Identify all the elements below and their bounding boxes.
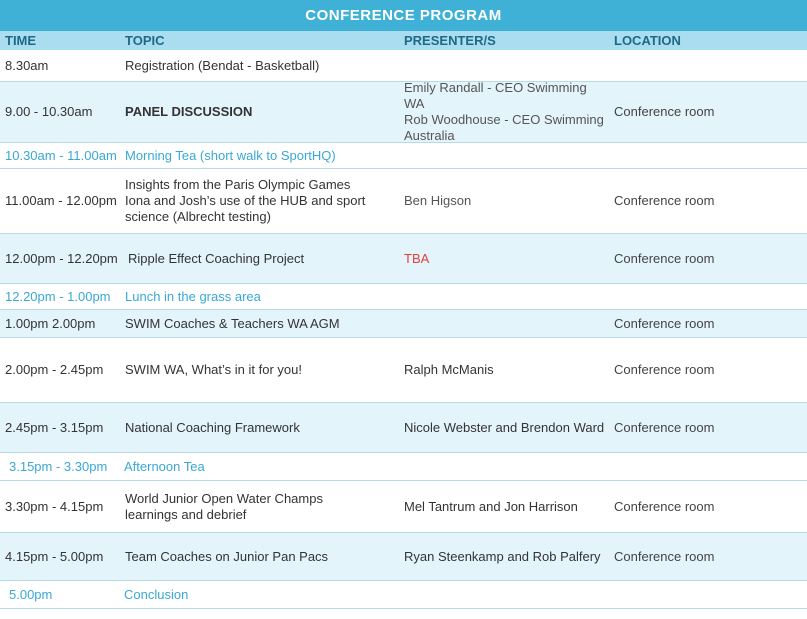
table-row xyxy=(0,310,807,338)
row-time: 2.00pm - 2.45pm xyxy=(5,362,104,377)
row-time: 11.00am - 12.00pm xyxy=(5,193,117,208)
row-presenter: Ben Higson xyxy=(404,193,472,208)
row-topic: PANEL DISCUSSION xyxy=(125,104,253,119)
table-row xyxy=(0,533,807,581)
table-row xyxy=(0,284,807,310)
row-topic: Team Coaches on Junior Pan Pacs xyxy=(125,548,329,564)
row-time: 9.00 - 10.30am xyxy=(5,104,93,119)
row-time: 12.00pm - 12.20pm xyxy=(5,250,118,266)
row-time: 4.15pm - 5.00pm xyxy=(5,548,104,564)
table-row xyxy=(0,453,807,481)
table-row xyxy=(0,481,807,533)
row-location: Conference room xyxy=(614,250,715,266)
row-presenter: Ralph McManis xyxy=(404,362,494,377)
row-location: Conference room xyxy=(614,193,715,208)
program-title: CONFERENCE PROGRAM xyxy=(0,0,807,31)
row-presenter: Ryan Steenkamp and Rob Palfery xyxy=(404,548,601,564)
table-row xyxy=(0,338,807,403)
row-topic: SWIM Coaches & Teachers WA AGM xyxy=(125,315,340,331)
row-presenter: Nicole Webster and Brendon Ward xyxy=(404,419,605,435)
row-time: 1.00pm 2.00pm xyxy=(5,315,96,331)
row-topic: Lunch in the grass area xyxy=(125,288,261,304)
table-row xyxy=(0,234,807,284)
row-topic: Ripple Effect Coaching Project xyxy=(128,250,305,266)
row-presenter: Mel Tantrum and Jon Harrison xyxy=(404,498,578,514)
row-time: 5.00pm xyxy=(9,586,53,602)
table-row xyxy=(0,169,807,234)
table-row xyxy=(0,581,807,609)
row-time: 2.45pm - 3.15pm xyxy=(5,419,104,435)
row-location: Conference room xyxy=(614,362,715,377)
row-location: Conference room xyxy=(614,498,715,514)
header-presenter: PRESENTER/S xyxy=(404,32,496,48)
row-time: 12.20pm - 1.00pm xyxy=(5,288,111,304)
row-topic: Registration (Bendat - Basketball) xyxy=(125,58,320,73)
row-time: 8.30am xyxy=(5,58,49,73)
row-time: 3.15pm - 3.30pm xyxy=(9,458,108,474)
row-topic: National Coaching Framework xyxy=(125,419,300,435)
header-time: TIME xyxy=(5,32,37,48)
header-topic: TOPIC xyxy=(125,32,165,48)
row-presenter: TBA xyxy=(404,250,430,266)
row-topic: World Junior Open Water Champs learnings and debrief xyxy=(125,490,323,522)
table-header xyxy=(0,31,807,51)
table-row xyxy=(0,143,807,169)
row-topic: Conclusion xyxy=(124,586,189,602)
row-location: Conference room xyxy=(614,419,715,435)
row-topic: Morning Tea (short walk to SportHQ) xyxy=(125,147,336,163)
row-location: Conference room xyxy=(614,315,715,331)
table-row xyxy=(0,403,807,453)
header-location: LOCATION xyxy=(614,32,681,48)
row-topic: Insights from the Paris Olympic Games Iona and Josh’s use of the HUB and sport science (Albrecht testing) xyxy=(125,177,366,224)
row-topic: Afternoon Tea xyxy=(124,458,205,474)
table-row xyxy=(0,82,807,143)
row-topic: SWIM WA, What’s in it for you! xyxy=(125,362,302,377)
row-location: Conference room xyxy=(614,104,715,119)
row-time: 3.30pm - 4.15pm xyxy=(5,498,104,514)
table-row xyxy=(0,51,807,82)
row-time: 10.30am - 11.00am xyxy=(5,147,117,163)
row-presenter: Emily Randall - CEO Swimming WA Rob Woodhouse - CEO Swimming Australia xyxy=(404,80,604,143)
row-location: Conference room xyxy=(614,548,715,564)
